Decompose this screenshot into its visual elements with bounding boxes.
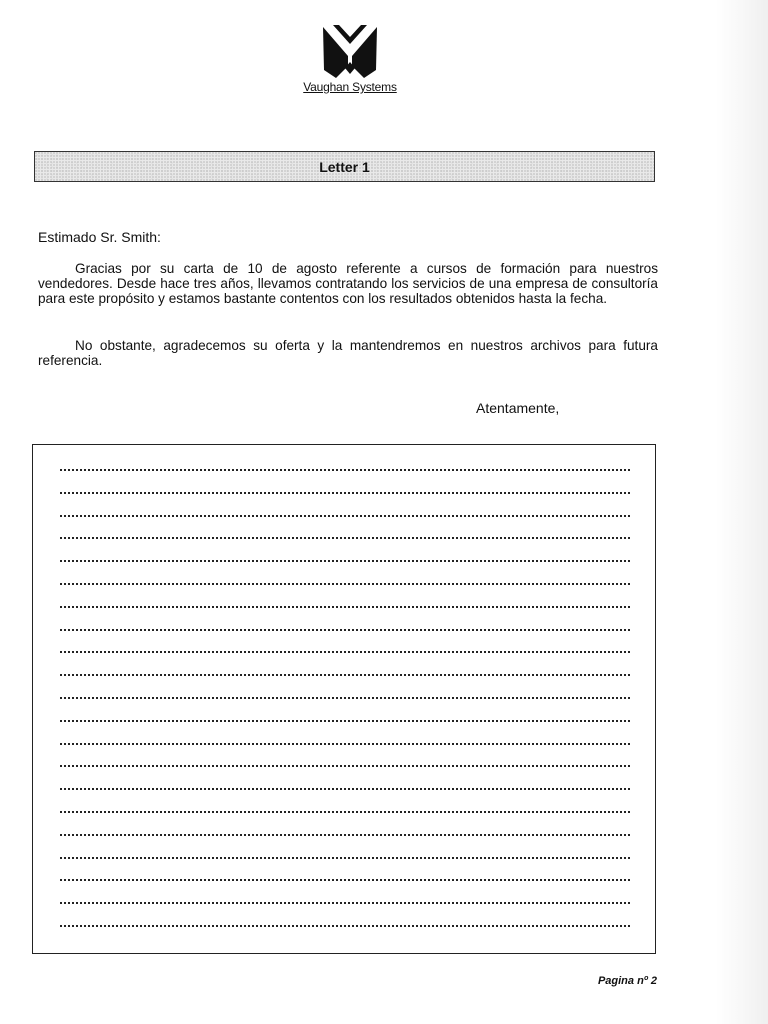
answer-line[interactable] <box>60 651 630 653</box>
page-edge-shadow <box>716 0 768 1024</box>
answer-line[interactable] <box>60 902 630 904</box>
letter-paragraph-2: No obstante, agradecemos su oferta y la mantendremos en nuestros archivos para futura referencia. <box>38 338 658 368</box>
answer-writing-box <box>32 444 656 954</box>
answer-line[interactable] <box>60 765 630 767</box>
answer-line[interactable] <box>60 674 630 676</box>
answer-line[interactable] <box>60 606 630 608</box>
answer-line[interactable] <box>60 537 630 539</box>
answer-line[interactable] <box>60 629 630 631</box>
answer-line[interactable] <box>60 857 630 859</box>
letter-paragraph-1: Gracias por su carta de 10 de agosto referente a cursos de formación para nuestros vendedores. Desde hace tres años, llevamos contratando los servicios de una empresa de consultoría para este propósito y estamos bastante contentos con los resultados obtenidos hasta la fecha. <box>38 261 658 306</box>
answer-line[interactable] <box>60 879 630 881</box>
answer-line[interactable] <box>60 469 630 471</box>
answer-line[interactable] <box>60 515 630 517</box>
company-name: Vaughan Systems <box>303 80 397 94</box>
answer-line[interactable] <box>60 560 630 562</box>
letter-salutation: Estimado Sr. Smith: <box>38 229 161 245</box>
answer-line[interactable] <box>60 925 630 927</box>
vaughan-systems-logo <box>320 22 380 78</box>
answer-line[interactable] <box>60 811 630 813</box>
letter-title-bar <box>34 151 655 182</box>
letter-closing: Atentamente, <box>476 400 560 416</box>
answer-line[interactable] <box>60 834 630 836</box>
answer-line[interactable] <box>60 788 630 790</box>
page-number: Pagina nº 2 <box>597 975 657 987</box>
answer-line[interactable] <box>60 720 630 722</box>
answer-line[interactable] <box>60 583 630 585</box>
answer-line[interactable] <box>60 492 630 494</box>
answer-line[interactable] <box>60 697 630 699</box>
letter-title: Letter 1 <box>319 159 370 175</box>
answer-line[interactable] <box>60 743 630 745</box>
